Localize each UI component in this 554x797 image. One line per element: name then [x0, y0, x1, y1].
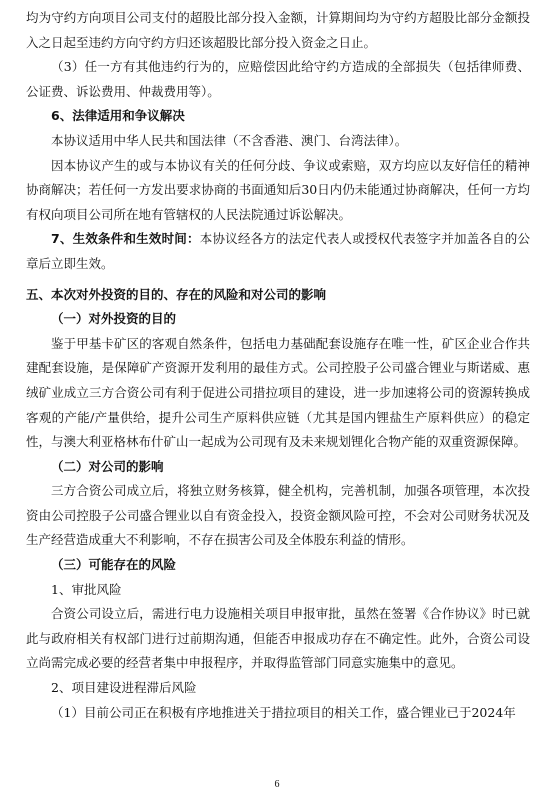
paragraph-purpose: 鉴于甲基卡矿区的客观自然条件，包括电力基础配套设施存在唯一性，矿区企业合作共建配套设施，是保障矿产资源开发利用的最佳方式。公司控股子公司盛合锂业与斯诺威、惠绒矿业成立三方合资公司有利于促进公司措拉项目的建设，进一步加速将公司的资源转换成客观的产能/产量供给，提升公司生产原料供应链（尤其是国内锂盐生产原料供应）的稳定性，与澳大利亚格林布什矿山一起成为公司现有及未来规划锂化合物产能的双重资源保障。: [26, 335, 530, 450]
paragraph-other-breach: （3）任一方有其他违约行为的，应赔偿因此给守约方造成的全部损失（包括律师费、公证费、诉讼费用、仲裁费用等）。: [26, 59, 530, 99]
paragraph-approval-risk: 合资公司设立后，需进行电力设施相关项目申报审批，虽然在签署《合作协议》时已就此与政府相关有权部门进行过前期沟通，但能否申报成功存在不确定性。此外，合资公司设立尚需完成必要的经营者集中申报程序，并取得监管部门同意实施集中的意见。: [26, 606, 530, 671]
paragraph-governing-law: 本协议适用中华人民共和国法律（不含香港、澳门、台湾法律）。: [51, 132, 408, 148]
paragraph-effectiveness: [26, 227, 530, 276]
page-number: 6: [274, 779, 280, 790]
risk-title-approval: 1、审批风险: [51, 581, 122, 597]
paragraph-penalty-calculation: 均为守约方向项目公司支付的超股比部分投入金额，计算期间均为守约方超股比部分金额投入之日起至违约方向守约方归还该超股比部分投入资金之日止。: [26, 10, 530, 50]
subsection-heading-impact: （二）对公司的影响: [51, 458, 164, 474]
clause-text-effectiveness: 本协议经各方的法定代表人或授权代表签字并加盖各自的公章后立即生效。: [26, 231, 530, 271]
paragraph-construction-delay: （1）目前公司正在积极有序地推进关于措拉项目的相关工作，盛合锂业已于2024年: [51, 704, 516, 720]
section-heading-investment-purpose-risk: 五、本次对外投资的目的、存在的风险和对公司的影响: [26, 286, 327, 302]
paragraph-impact: 三方合资公司成立后，将独立财务核算，健全机构，完善机制，加强各项管理，本次投资由公司控股子公司盛合锂业以自有资金投入，投资金额风险可控，不会对公司财务状况及生产经营造成重大不利影响，不存在损害公司及全体股东利益的情形。: [26, 483, 530, 548]
paragraph-dispute-resolution: 因本协议产生的或与本协议有关的任何分歧、争议或索赔，双方均应以友好信任的精神协商解决；若任何一方发出要求协商的书面通知后30日内仍未能通过协商解决，任何一方均有权向项目公司所在地有管辖权的人民法院通过诉讼解决。: [26, 157, 530, 222]
risk-title-construction-delay: 2、项目建设进程滞后风险: [51, 680, 197, 696]
clause-lead-effectiveness: 7、生效条件和生效时间：: [51, 231, 200, 247]
subsection-heading-purpose: （一）对外投资的目的: [51, 311, 177, 327]
subsection-heading-risks: （三）可能存在的风险: [51, 557, 177, 573]
clause-heading-law-dispute: 6、法律适用和争议解决: [51, 108, 185, 124]
